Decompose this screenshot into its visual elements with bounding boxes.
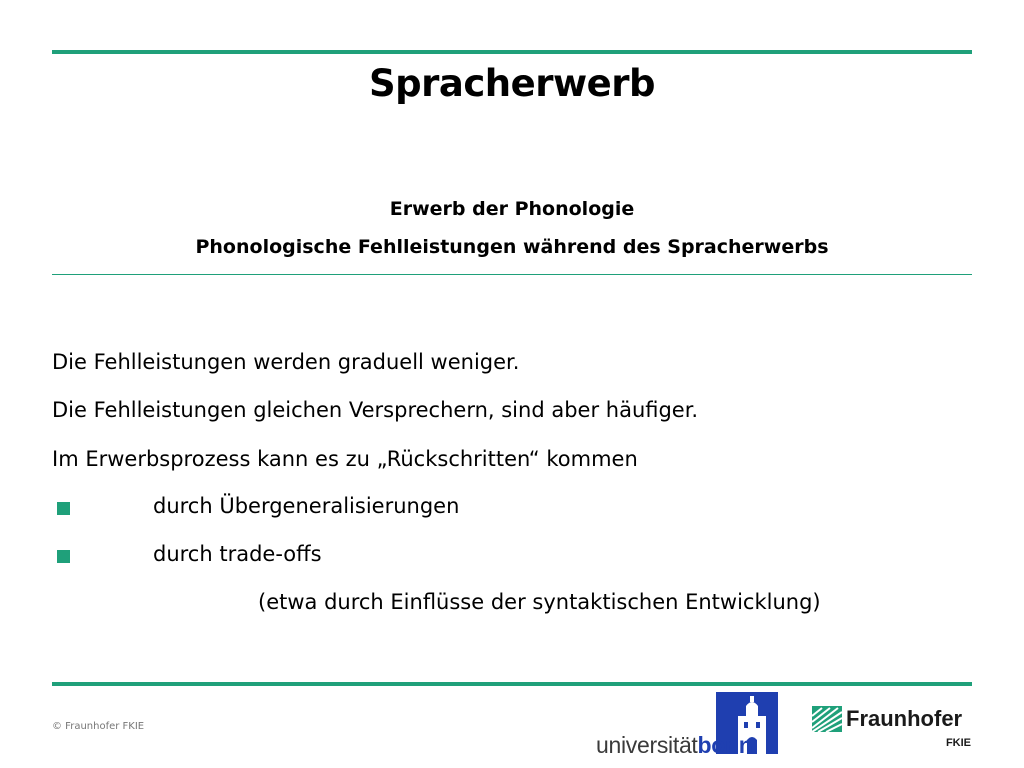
sub-note: (etwa durch Einflüsse der syntaktischen Entwicklung) [258,590,821,614]
university-bonn-logo [596,692,786,764]
fraunhofer-logo [812,706,977,756]
bullet-item-text: durch Übergeneralisierungen [153,494,460,518]
fraunhofer-unit: FKIE [945,737,971,749]
slide-subtitle-topic: Erwerb der Phonologie [389,198,635,220]
fraunhofer-wordmark: Fraunhofer [846,706,963,731]
square-bullet-icon [57,550,70,563]
slide-subtitle-detail: Phonologische Fehlleistungen während des Spracherwerbs [195,236,829,258]
bonn-wordmark-prefix: universität [596,732,698,758]
fraunhofer-mark-icon [812,706,842,732]
bullet-item-text: durch trade-offs [153,542,322,566]
slide-title: Spracherwerb [369,62,655,105]
square-bullet-icon [57,502,70,515]
body-text-line: Die Fehlleistungen werden graduell weniger. [52,350,520,374]
body-text-line: Die Fehlleistungen gleichen Versprechern, sind aber häufiger. [52,398,699,422]
bonn-wordmark [596,732,753,759]
copyright-text: © Fraunhofer FKIE [52,721,145,732]
body-text-line: Im Erwerbsprozess kann es zu „Rückschritten“ kommen [52,447,638,471]
bottom-rule [52,682,972,686]
top-rule [52,50,972,54]
subtitle-divider [52,274,972,275]
bonn-wordmark-suffix: bonn [697,732,753,758]
